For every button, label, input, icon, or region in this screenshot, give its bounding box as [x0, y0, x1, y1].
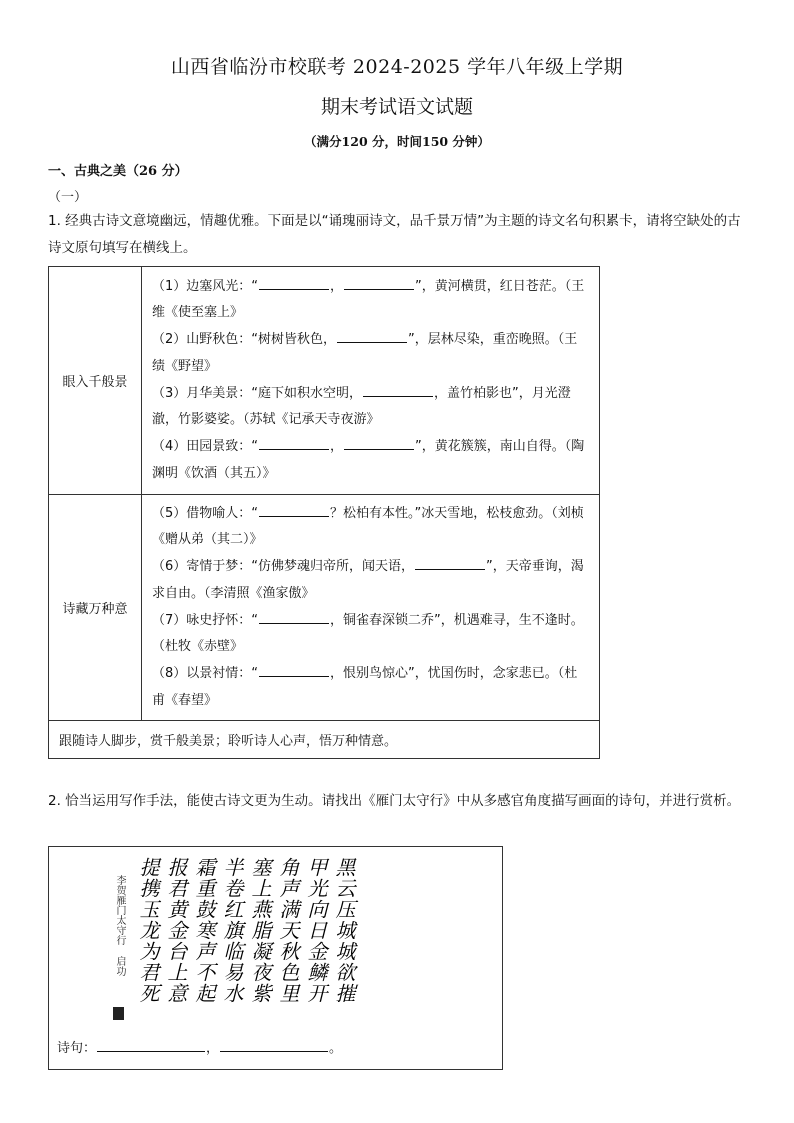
item-8: （8）以景衬情：“ ，恨别鸟惊心”，忧国伤时，念家悲已。（杜甫《春望》: [152, 661, 589, 714]
answer-blank[interactable]: [344, 435, 414, 450]
item-1: （1）边塞风光：“ ， ”，黄河横贯，红日苍茫。（王维《使至塞上》: [152, 274, 589, 327]
calligraphy-column: 黑云压城城欲摧: [332, 857, 356, 1004]
poem-items-group-1: [142, 267, 600, 495]
item-4: （4）田园景致：“ ， ”，黄花簇簇，南山自得。（陶渊明《饮酒（其五）》: [152, 434, 589, 487]
answer-blank[interactable]: [259, 435, 329, 450]
item-3: （3）月华美景：“庭下如积水空明， ，盖竹柏影也”，月光澄澈，竹影婆娑。（苏轼《记承天寺夜游》: [152, 381, 589, 434]
answer-blank[interactable]: [259, 502, 329, 517]
poem-card-table: [48, 266, 600, 759]
answer-blank[interactable]: [259, 609, 329, 624]
item-7: （7）咏史抒怀：“ ，铜雀春深锁二乔”，机遇难寻，生不逢时。（杜牧《赤壁》: [152, 608, 589, 661]
section-heading: 一、古典之美（26 分）: [48, 164, 188, 179]
calligraphy-signature: 李贺雁门太守行 启功: [114, 875, 125, 976]
calligraphy-column: 角声满天秋色里: [276, 857, 300, 1004]
page-title-line1: 山西省临汾市校联考 2024-2025 学年八年级上学期: [170, 56, 624, 78]
seal-stamp-icon: [113, 1007, 124, 1020]
answer-blank[interactable]: [220, 1037, 328, 1052]
calligraphy-column: 报君黄金台上意: [164, 857, 188, 1004]
calligraphy-column: 提携玉龙为君死: [136, 857, 160, 1004]
item-6: （6）寄情于梦：“仿佛梦魂归帝所，闻天语， ”，天帝垂询，渴求自由。（李清照《渔家傲》: [152, 554, 589, 607]
item-2: （2）山野秋色：“树树皆秋色， ”，层林尽染，重峦晚照。（王绩《野望》: [152, 327, 589, 380]
page-title-line2: 期末考试语文试题: [320, 96, 473, 118]
category-label: 眼入千般景: [49, 267, 142, 495]
category-label: 诗藏万种意: [49, 495, 142, 721]
calligraphy-column: 霜重鼓寒声不起: [192, 857, 216, 1004]
question-2-text: 2. 恰当运用写作手法，能使古诗文更为生动。请找出《雁门太守行》中从多感官角度描写画面的诗句，并进行赏析。: [48, 793, 741, 809]
poem-items-group-2: [142, 495, 600, 721]
calligraphy-column: 塞上燕脂凝夜紫: [248, 857, 272, 1004]
card-footer: 跟随诗人脚步，赏千般美景；聆听诗人心声，悟万种情意。: [49, 721, 600, 759]
exam-info: （满分120 分，时间150 分钟）: [304, 134, 490, 149]
answer-blank[interactable]: [344, 275, 414, 290]
answer-blank[interactable]: [363, 382, 433, 397]
answer-blank[interactable]: [259, 662, 329, 677]
answer-blank[interactable]: [259, 275, 329, 290]
answer-blank[interactable]: [97, 1037, 205, 1052]
answer-blank[interactable]: [415, 555, 485, 570]
answer-blank[interactable]: [337, 328, 407, 343]
calligraphy-frame: [48, 846, 503, 1070]
question-1-text: 1. 经典古诗文意境幽远，情趣优雅。下面是以“诵瑰丽诗文，品千景万情”为主题的诗文名句积累卡，请将空缺处的古诗文原句填写在横线上。: [48, 213, 741, 256]
calligraphy-column: 甲光向日金鳞开: [304, 857, 328, 1004]
subsection-heading: （一）: [48, 190, 88, 205]
verse-answer-line: 诗句： ， 。: [57, 1037, 342, 1056]
calligraphy-column: 半卷红旗临易水: [220, 857, 244, 1004]
item-5: （5）借物喻人：“ ？松柏有本性。”冰天雪地，松枝愈劲。（刘桢《赠从弟（其二）》: [152, 501, 589, 554]
calligraphy-image: [105, 857, 357, 1029]
